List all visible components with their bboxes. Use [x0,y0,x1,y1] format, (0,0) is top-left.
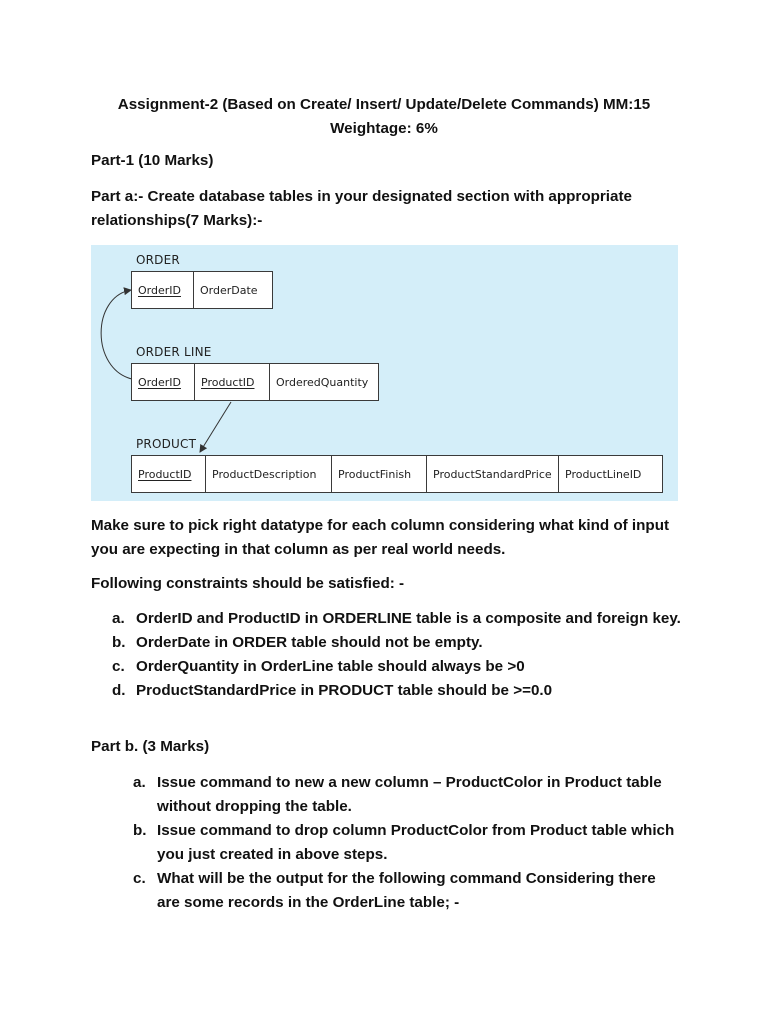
order-orderid-cell: OrderID [138,283,181,297]
orderline-product-relationship [200,402,231,452]
er-diagram [91,245,678,501]
order-orderline-relationship [101,290,132,379]
part-b-text: Issue command to drop column ProductColor from Product table which you just created in above steps. [157,822,675,863]
product-description-cell: ProductDescription [206,456,332,492]
list-marker: b. [133,822,147,839]
order-orderdate-cell: OrderDate [200,283,258,297]
list-marker: c. [133,870,146,887]
order-table [131,271,273,309]
product-label: PRODUCT [136,437,197,451]
part-a-heading: Part a:- Create database tables in your designated section with appropriate relationships(7 Marks):- [91,188,632,229]
list-item [112,655,692,679]
part1-heading: Part-1 (10 Marks) [91,152,214,169]
part-b-text: What will be the output for the following command Considering there are some records in the OrderLine table; - [157,870,656,911]
part-b-text: Issue command to new a new column – ProductColor in Product table without dropping the table. [157,774,662,815]
title-line-1: Assignment-2 (Based on Create/ Insert/ Update/Delete Commands) MM:15 [117,96,651,113]
list-marker: a. [133,774,146,791]
list-item [112,631,692,655]
list-item [112,607,692,631]
product-lineid-cell: ProductLineID [565,467,642,481]
constraint-text: OrderDate in ORDER table should not be empty. [136,634,483,651]
orderline-orderid-cell: OrderID [138,375,181,389]
title-line-2: Weightage: 6% [330,120,438,137]
list-item [133,867,678,915]
product-standardprice-cell: ProductStandardPrice [427,456,559,492]
datatype-note: Make sure to pick right datatype for each column considering what kind of input you are expecting in that column as per real world needs. [91,517,670,558]
orderline-productid-cell: ProductID [201,375,255,389]
list-item [133,771,678,819]
product-productid-cell: ProductID [138,467,192,481]
assignment-title [60,93,708,141]
constraint-text: OrderID and ProductID in ORDERLINE table is a composite and foreign key. [136,610,681,627]
list-item [133,819,678,867]
constraint-text: ProductStandardPrice in PRODUCT table should be >=0.0 [136,682,553,699]
constraints-heading: Following constraints should be satisfied: - [91,575,405,592]
list-marker: b. [112,634,126,651]
order-label: ORDER [136,253,180,267]
product-finish-cell: ProductFinish [332,456,427,492]
list-marker: d. [112,682,126,699]
constraints-list [112,607,692,703]
orderline-label: ORDER LINE [136,345,212,359]
list-item [112,679,692,703]
list-marker: c. [112,658,125,675]
list-marker: a. [112,610,125,627]
orderline-table [131,363,379,401]
product-table [131,455,663,493]
orderline-quantity-cell: OrderedQuantity [276,375,369,389]
constraint-text: OrderQuantity in OrderLine table should always be >0 [136,658,525,675]
part-b-heading: Part b. (3 Marks) [91,738,210,755]
part-b-list [133,771,678,915]
